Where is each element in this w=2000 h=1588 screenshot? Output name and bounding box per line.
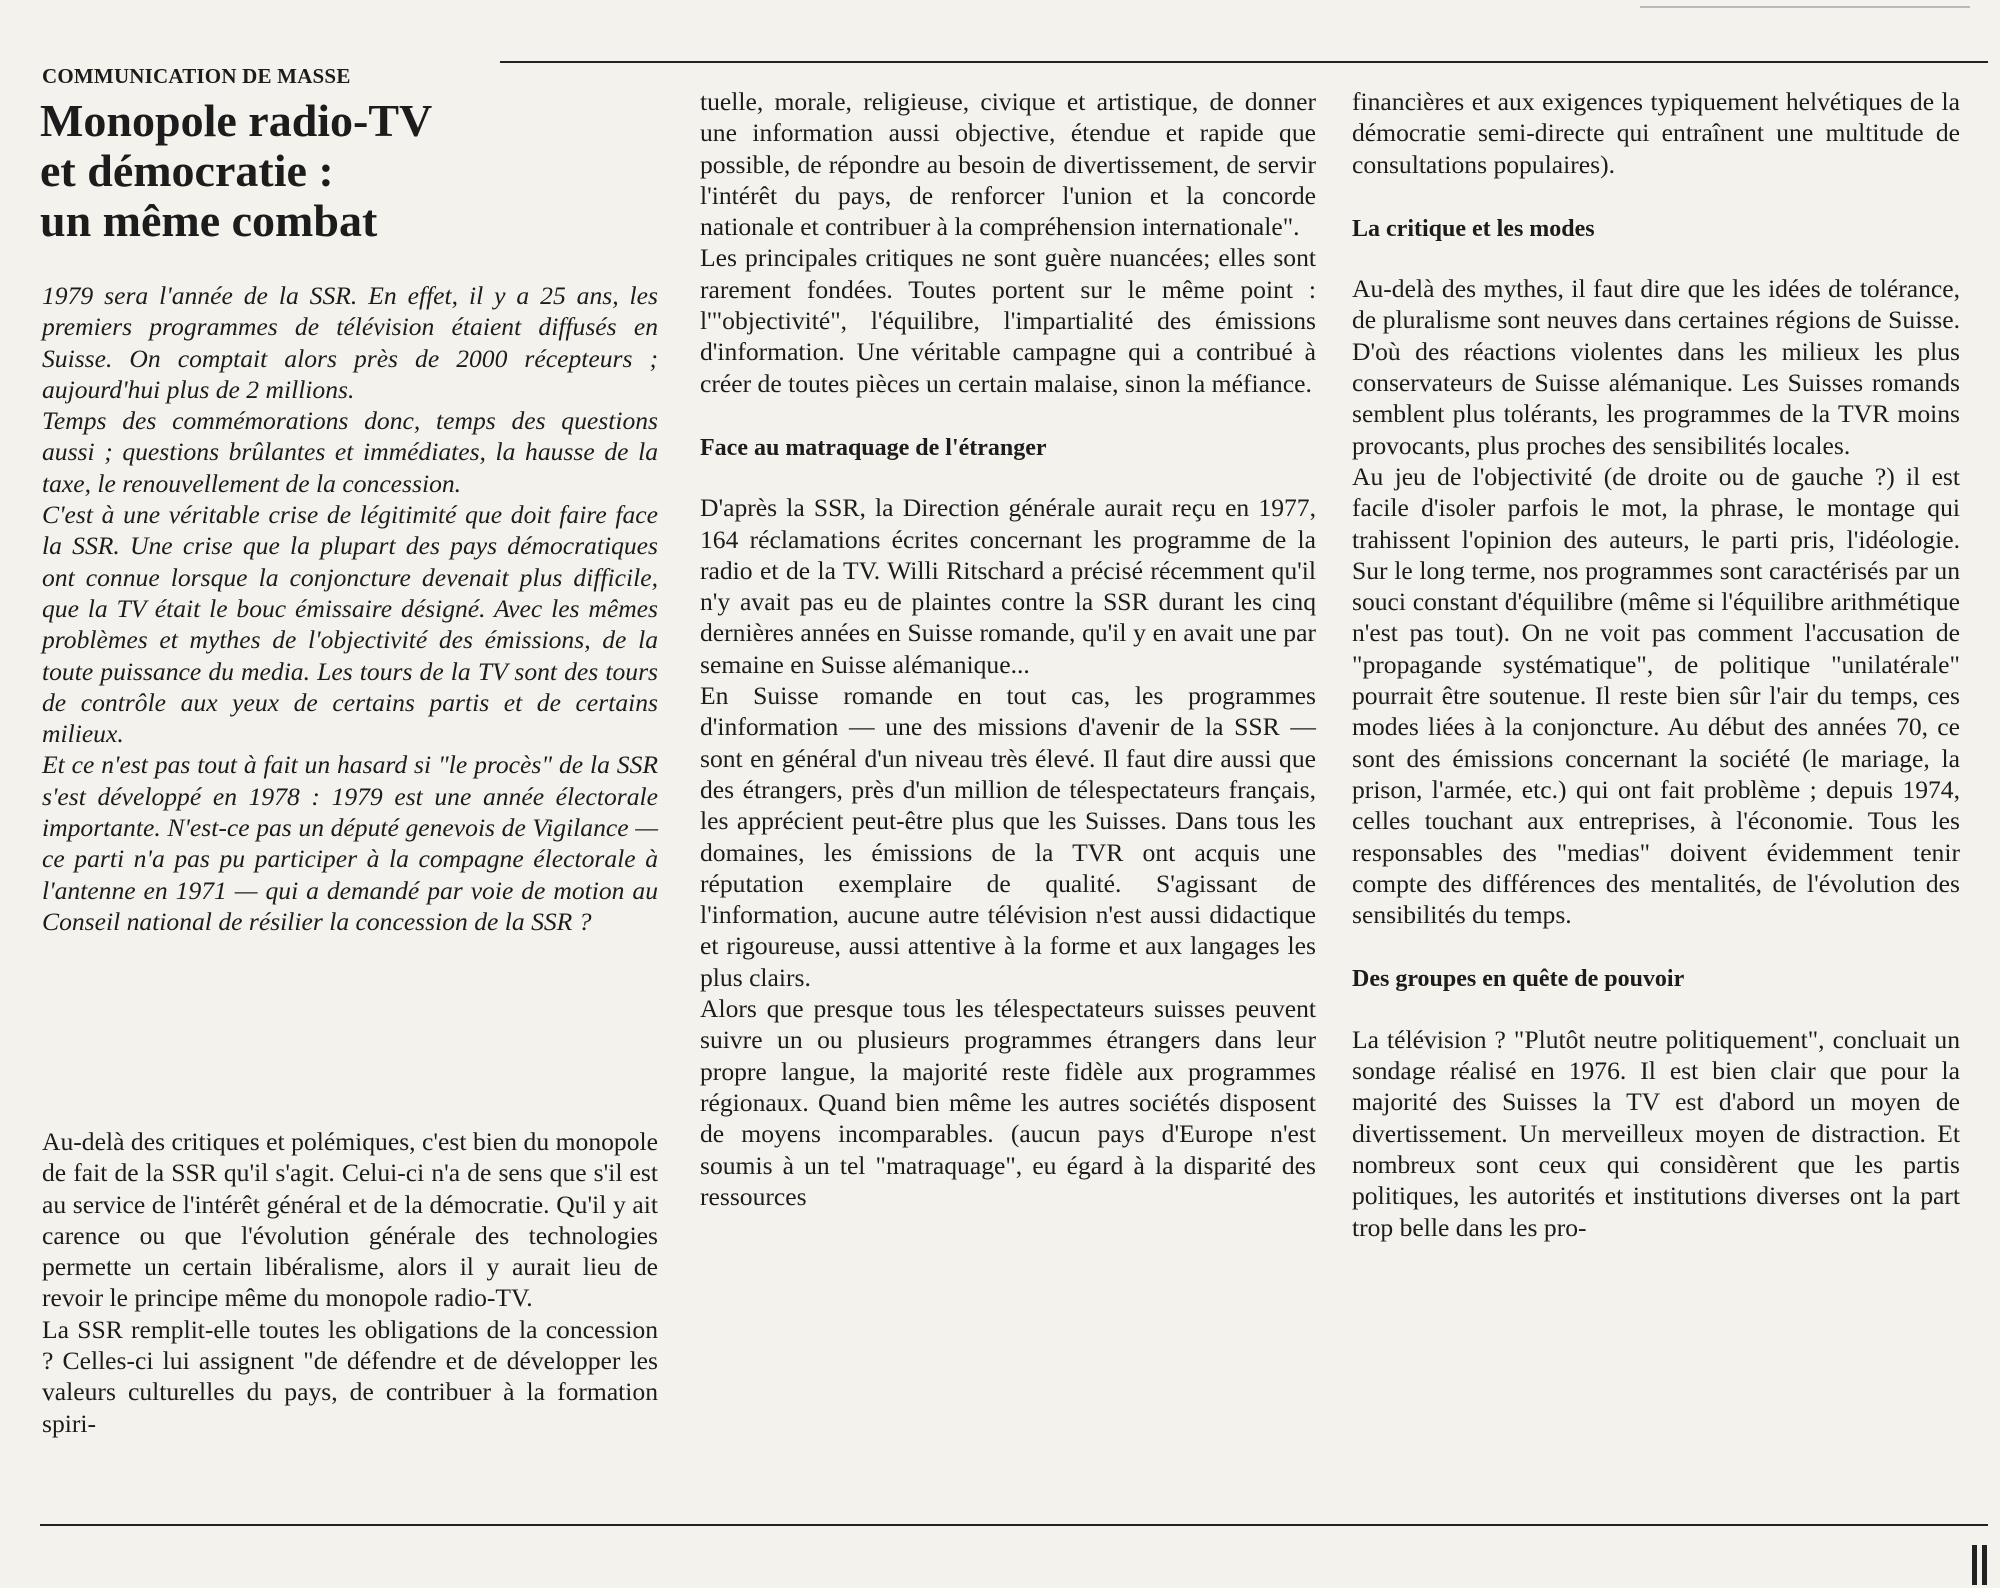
headline [40,96,510,246]
body-paragraph: La SSR remplit-elle toutes les obligations de la concession ? Celles-ci lui assignent "de défendre et de développer les valeurs culturelles du pays, de contribuer à la formation spiri- [42,1314,658,1438]
headline-line-2: et démocratie : [40,145,334,196]
headline-line-1: Monopole radio-TV [40,95,433,146]
subheading-matraquage: Face au matraquage de l'étranger [700,434,1047,461]
lead-paragraph: 1979 sera l'année de la SSR. En effet, il y a 25 ans, les premiers programmes de télévision étaient diffusés en Suisse. On comptait alors près de 2000 récepteurs ; aujourd'hui plus de 2 millions. [42,281,658,404]
body-paragraph: D'après la SSR, la Direction générale aurait reçu en 1977, 164 réclamations écrites concernant les programme de la radio et de la TV. Willi Ritschard a précisé récemment qu'il n'y avait pas eu de plaintes contre la SSR durant les cinq dernières années en Suisse romande, qu'il y en avait une par semaine en Suisse alémanique... [700,493,1316,679]
body-paragraph: Au jeu de l'objectivité (de droite ou de gauche ?) il est facile d'isoler parfois le mot, la phrase, le montage qui trahissent l'opinion des auteurs, le parti pris, l'idéologie. Sur le long terme, nos programmes sont caractérisés par un souci constant d'équilibre (même si l'équilibre arithmétique n'est pas tout). On ne voit pas comment l'accusation de "propagande systématique", de politique "unilatérale" pourrait être soutenue. Il reste bien sûr l'air du temps, ces modes liées à la conjoncture. Au début des années 70, ce sont des émissions concernant la société (le mariage, la prison, l'armée, etc.) qui ont fait problème ; depuis 1974, celles touchant aux entreprises, à l'économie. Tous les responsables des "medias" doivent évidemment tenir compte des différences des mentalités, de l'évolution des sensibilités du temps. [1352,461,1960,930]
subheading-critique: La critique et les modes [1352,215,1595,242]
headline-line-3: un même combat [40,195,378,246]
column-1-body [42,1126,658,1439]
body-paragraph: En Suisse romande en tout cas, les programmes d'information — une des missions d'avenir de la SSR — sont en général d'un niveau très élevé. Il faut dire aussi que des étrangers, près d'un million de télespectateurs français, les apprécient peut-être plus que les Suisses. Dans tous les domaines, les émissions de la TVR ont acquis une réputation exemplaire de qualité. S'agissant de l'information, aucune autre télévision n'est aussi didactique et rigoureuse, aussi attentive à la forme et aux langages les plus clairs. [700,681,1316,992]
page-edge-mark [1972,1545,1990,1585]
body-paragraph: Les principales critiques ne sont guère nuancées; elles sont rarement fondées. Toutes portent sur le même point : l'"objectivité", l'équilibre, l'impartialité des émissions d'information. Une véritable campagne qui a contribué à créer de toutes pièces un certain malaise, sinon la méfiance. [700,243,1316,398]
lead-intro [42,280,658,937]
lead-paragraph: C'est à une véritable crise de légitimité que doit faire face la SSR. Une crise que la plupart des pays démocratiques ont connue lorsque la conjoncture devenait plus difficile, que la TV était le bouc émissaire désigné. Avec les mêmes problèmes et mythes de l'objectivité des émissions, de la toute puissance du media. Les tours de la TV sont des tours de contrôle aux yeux de certains partis et de certains milieux. [42,500,658,749]
body-paragraph: La télévision ? "Plutôt neutre politiquement", concluait un sondage réalisé en 1976. Il est bien clair que pour la majorité des Suisses la TV est d'abord un moyen de divertissement. Un merveilleux moyen de distraction. Et nombreux sont ceux qui considèrent que les partis politiques, les autorités et institutions diverses ont la part trop belle dans les pro- [1352,1024,1960,1242]
body-paragraph: Au-delà des mythes, il faut dire que les idées de tolérance, de pluralisme sont neuves dans certaines régions de Suisse. D'où des réactions violentes dans les milieux les plus conservateurs de Suisse alémanique. Les Suisses romands semblent plus tolérants, les programmes de la TVR moins provocants, plus proches des sensibilités locales. [1352,274,1960,460]
body-paragraph: Au-delà des critiques et polémiques, c'est bien du monopole de fait de la SSR qu'il s'agit. Celui-ci n'a de sens que s'il est au service de l'intérêt général et de la démocratie. Qu'il y ait carence ou que l'évolution générale des technologies permette un certain libéralisme, alors il y aurait lieu de revoir le principe même du monopole radio-TV. [42,1127,658,1313]
lead-paragraph: Temps des commémorations donc, temps des questions aussi ; questions brûlantes et immédiates, la hausse de la taxe, le renouvellement de la concession. [42,406,658,498]
section-kicker: COMMUNICATION DE MASSE [42,64,351,88]
faint-top-rule [1640,6,1970,8]
subheading-pouvoir: Des groupes en quête de pouvoir [1352,966,1685,993]
lead-paragraph: Et ce n'est pas tout à fait un hasard si "le procès" de la SSR s'est développé en 1978 : 1979 est une année électorale importante. N'est-ce pas un député genevois de Vigilance — ce parti n'a pas pu participer à la compagne électorale à l'antenne en 1971 — qui a demandé par voie de motion au Conseil national de résilier la concession de la SSR ? [42,750,658,936]
body-paragraph: Alors que presque tous les télespectateurs suisses peuvent suivre un ou plusieurs programmes étrangers dans leur propre langue, la majorité reste fidèle aux programmes régionaux. Quand bien même les autres sociétés disposent de moyens incomparables. (aucun pays d'Europe n'est soumis à un tel "matraquage", eu égard à la disparité des ressources [700,994,1316,1211]
top-rule [500,61,1988,63]
body-paragraph: tuelle, morale, religieuse, civique et artistique, de donner une information aussi objective, étendue et rapide que possible, de répondre au besoin de divertissement, de servir l'intérêt du pays, de renforcer l'union et la concorde nationale et contribuer à la compréhension internationale". [700,87,1316,242]
bottom-rule [40,1524,1988,1526]
column-2 [700,86,1316,1212]
column-3 [1352,86,1960,1243]
body-paragraph: financières et aux exigences typiquement helvétiques de la démocratie semi-directe qui entraînent une multitude de consultations populaires). [1352,87,1960,179]
